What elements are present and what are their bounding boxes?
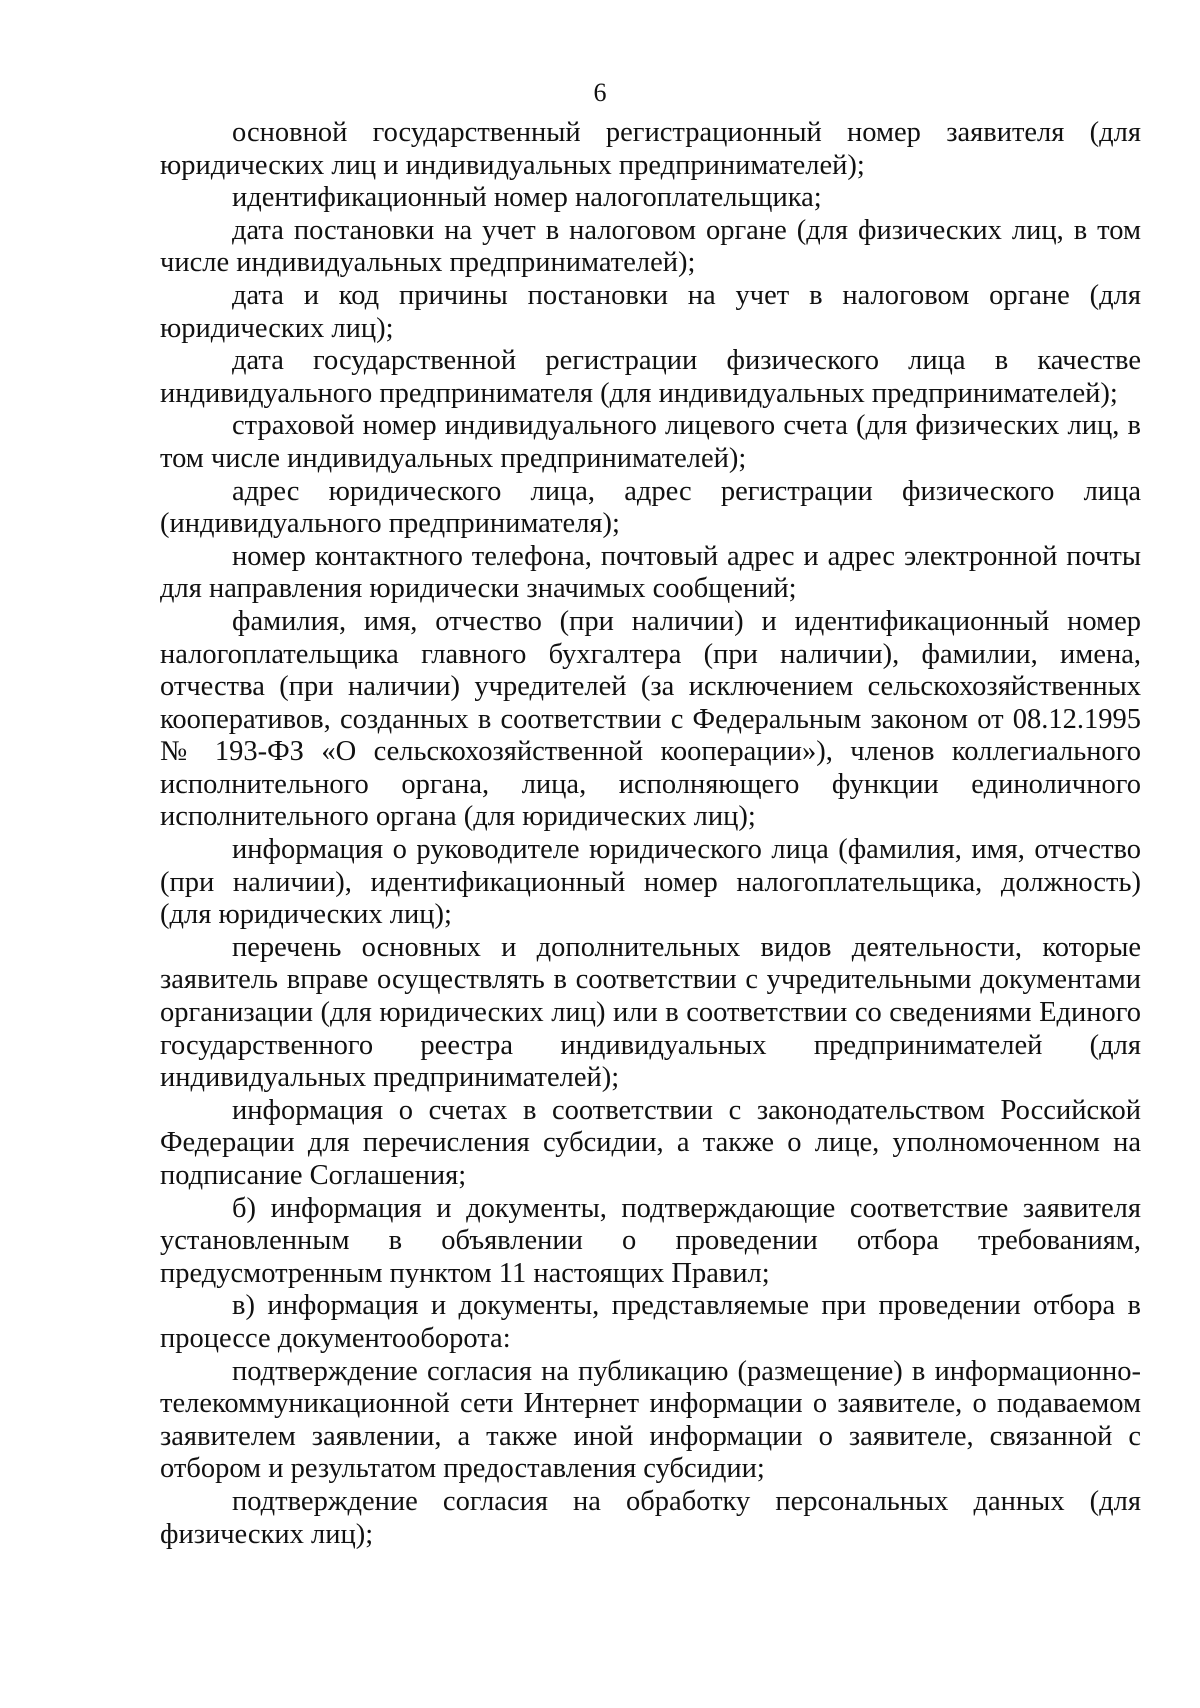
paragraph-activities: перечень основных и дополнительных видов деятельности, которые заявитель вправе осуществлять в соответствии с учредительными документами организации (для юридических лиц) или в соответствии со сведениями Единого государственного реестра индивидуальных предпринимателей (для индивидуальных предпринимателей); bbox=[160, 931, 1141, 1094]
paragraph-accountant-founders: фамилия, имя, отчество (при наличии) и идентификационный номер налогоплательщика главного бухгалтера (при наличии), фамилии, имена, отчества (при наличии) учредителей (за исключением сельскохозяйственных кооперативов, созданных в соответствии с Федеральным законом от 08.12.1995 № 193-ФЗ «О сельскохозяйственной кооперации»), членов коллегиального исполнительного органа, лица, исполняющего функции единоличного исполнительного органа (для юридических лиц); bbox=[160, 605, 1141, 833]
document-body bbox=[160, 117, 1141, 1551]
paragraph-publication-consent: подтверждение согласия на публикацию (размещение) в информационно-телекоммуникационной сети Интернет информации о заявителе, о подаваемом заявителем заявлении, а также иной информации о заявителе, связанной с отбором и результатом предоставления субсидии; bbox=[160, 1355, 1141, 1485]
paragraph-director-info: информация о руководителе юридического лица (фамилия, имя, отчество (при наличии), идентификационный номер налогоплательщика, должность) (для юридических лиц); bbox=[160, 834, 1141, 931]
paragraph-personal-data-consent: подтверждение согласия на обработку персональных данных (для физических лиц); bbox=[160, 1485, 1141, 1550]
paragraph-ogrn: основной государственный регистрационный номер заявителя (для юридических лиц и индивидуальных предпринимателей); bbox=[160, 117, 1141, 181]
page-number: 6 bbox=[593, 78, 607, 107]
paragraph-contacts: номер контактного телефона, почтовый адрес и адрес электронной почты для направления юридически значимых сообщений; bbox=[160, 540, 1141, 605]
paragraph-address: адрес юридического лица, адрес регистрации физического лица (индивидуального предпринимателя); bbox=[160, 475, 1141, 540]
paragraph-kpp: дата и код причины постановки на учет в налоговом органе (для юридических лиц); bbox=[160, 279, 1141, 344]
paragraph-tax-registration-date: дата постановки на учет в налоговом органе (для физических лиц, в том числе индивидуальных предпринимателей); bbox=[160, 214, 1141, 279]
paragraph-item-v: в) информация и документы, представляемые при проведении отбора в процессе документооборота: bbox=[160, 1290, 1141, 1354]
paragraph-accounts: информация о счетах в соответствии с законодательством Российской Федерации для перечисления субсидии, а также о лице, уполномоченном на подписание Соглашения; bbox=[160, 1094, 1141, 1191]
paragraph-snils: страховой номер индивидуального лицевого счета (для физических лиц, в том числе индивидуальных предпринимателей); bbox=[160, 410, 1141, 474]
paragraph-item-b: б) информация и документы, подтверждающие соответствие заявителя установленным в объявлении о проведении отбора требованиям, предусмотренным пунктом 11 настоящих Правил; bbox=[160, 1192, 1141, 1289]
paragraph-inn: идентификационный номер налогоплательщика; bbox=[232, 182, 822, 214]
paragraph-ip-registration-date: дата государственной регистрации физического лица в качестве индивидуального предпринимателя (для индивидуальных предпринимателей); bbox=[160, 345, 1141, 409]
